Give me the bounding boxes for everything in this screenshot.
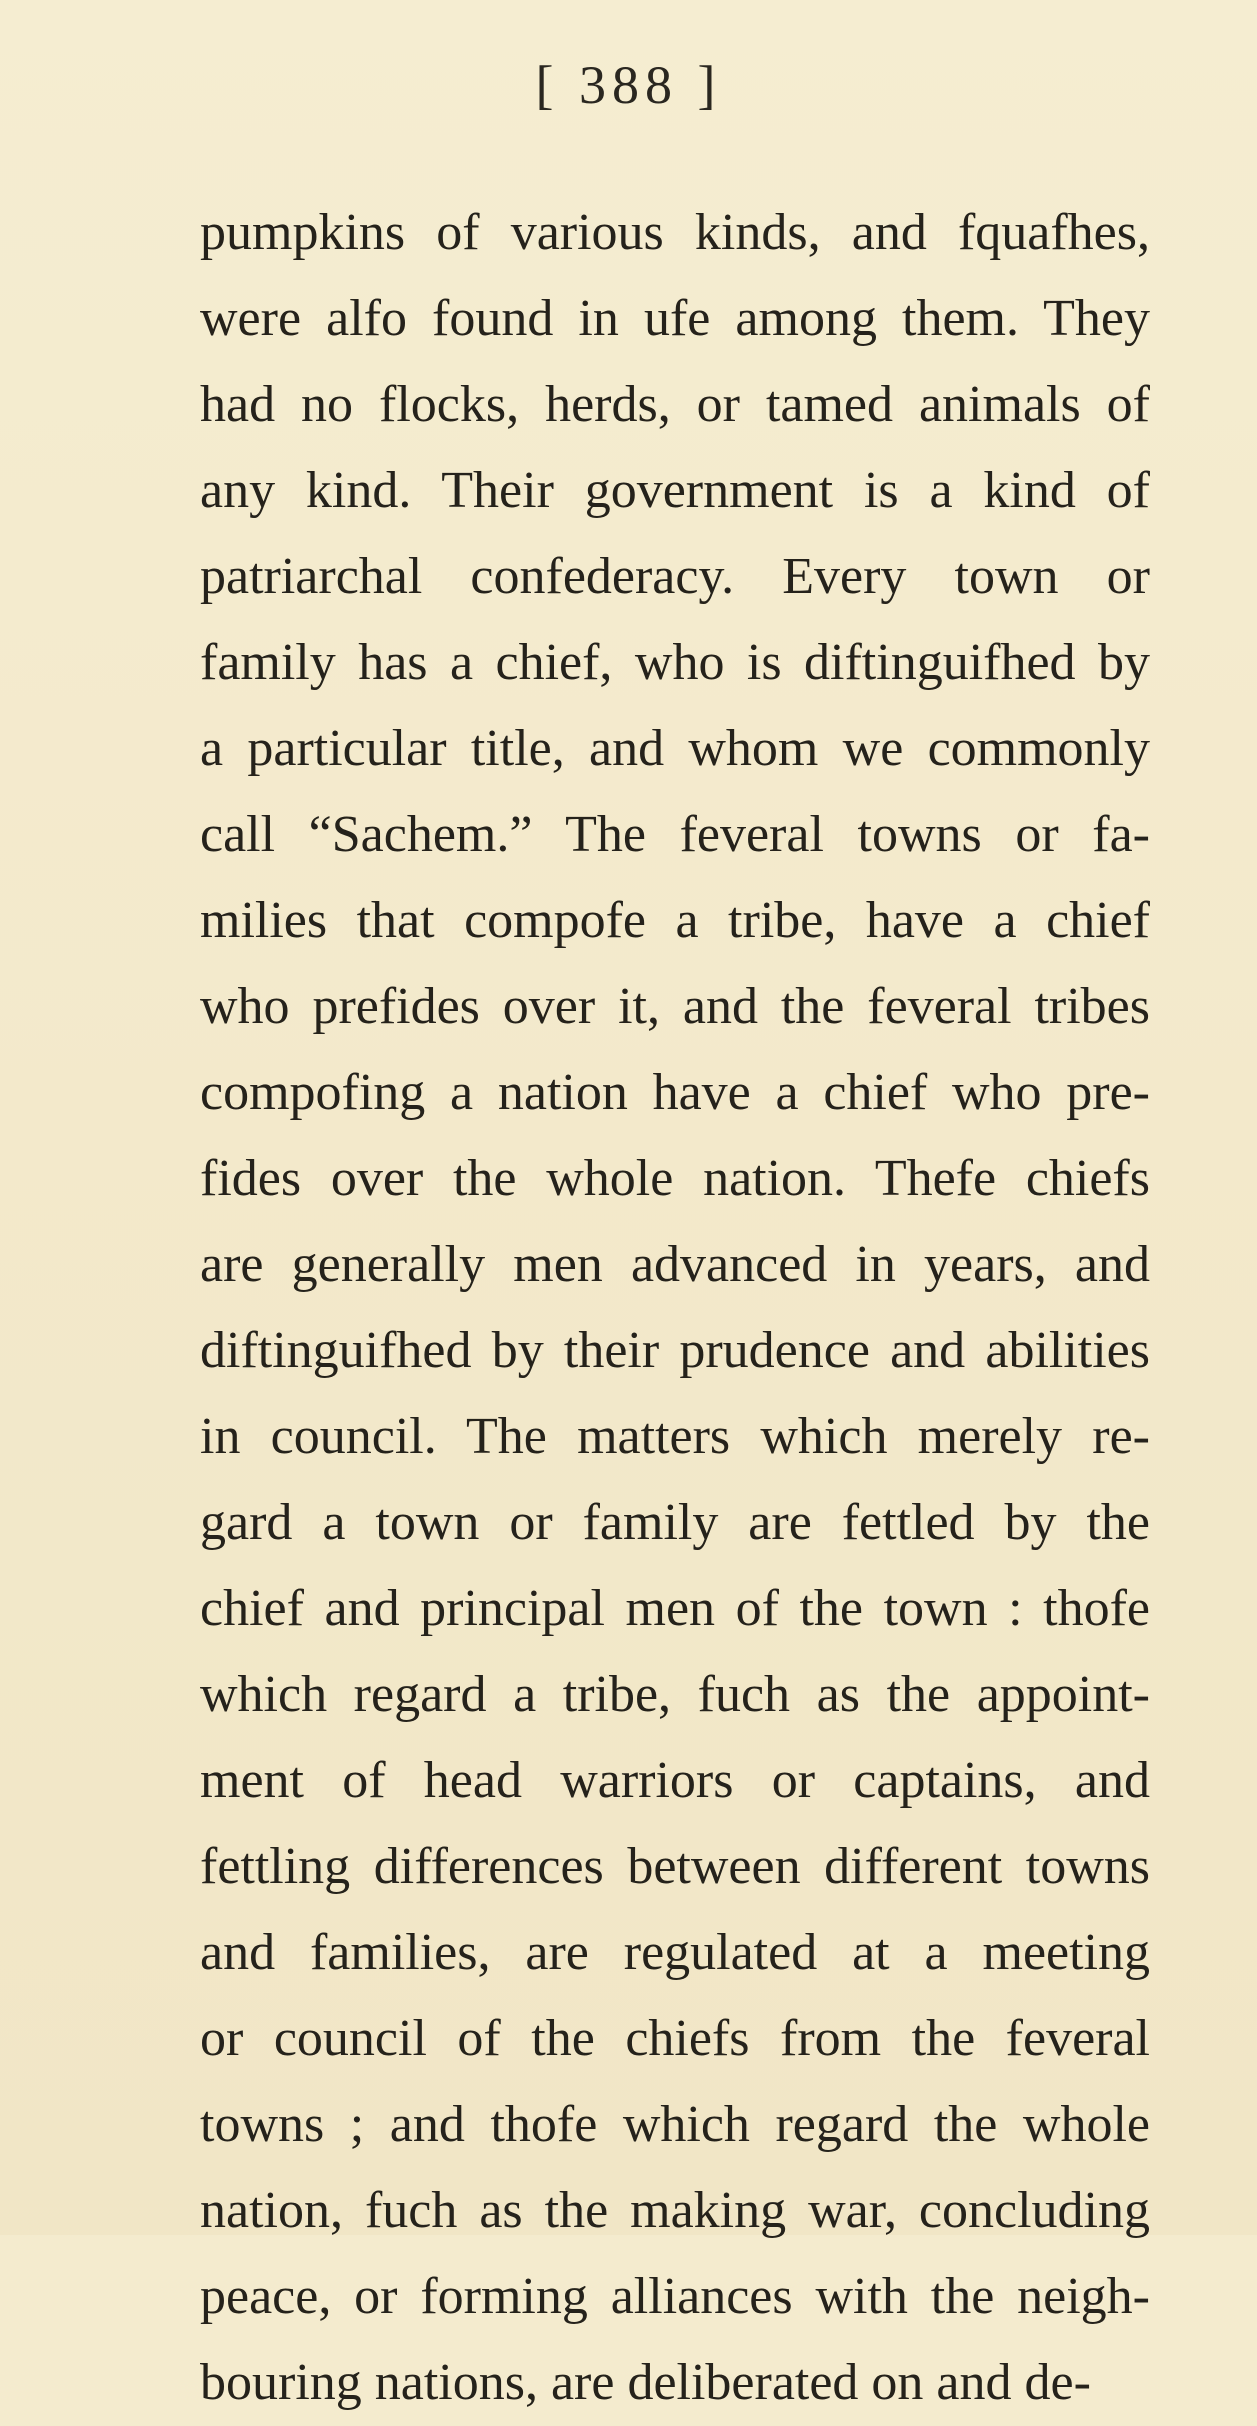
text-line: who prefides over it, and the feveral tribes bbox=[200, 978, 1150, 1035]
text-line: ment of head warriors or captains, and bbox=[200, 1752, 1150, 1809]
text-line: in council. The matters which merely re- bbox=[200, 1408, 1150, 1465]
text-line: pumpkins of various kinds, and fquafhes, bbox=[200, 204, 1150, 261]
text-line: patriarchal confederacy. Every town or bbox=[200, 548, 1150, 605]
text-line: chief and principal men of the town : thofe bbox=[200, 1580, 1150, 1637]
text-line: fettling differences between different towns bbox=[200, 1838, 1150, 1895]
text-line: a particular title, and whom we commonly bbox=[200, 720, 1150, 777]
text-line: compofing a nation have a chief who pre- bbox=[200, 1064, 1150, 1121]
text-line: diftinguifhed by their prudence and abilities bbox=[200, 1322, 1150, 1379]
text-line: gard a town or family are fettled by the bbox=[200, 1494, 1150, 1551]
text-line: are generally men advanced in years, and bbox=[200, 1236, 1150, 1293]
text-line: peace, or forming alliances with the neigh- bbox=[200, 2268, 1150, 2325]
text-line: milies that compofe a tribe, have a chief bbox=[200, 892, 1150, 949]
text-line: family has a chief, who is diftinguifhed by bbox=[200, 634, 1150, 691]
text-line: towns ; and thofe which regard the whole bbox=[200, 2096, 1150, 2153]
body-text bbox=[200, 190, 1150, 2426]
text-line: which regard a tribe, fuch as the appoint- bbox=[200, 1666, 1150, 1723]
text-line: nation, fuch as the making war, concluding bbox=[200, 2182, 1150, 2239]
text-line: any kind. Their government is a kind of bbox=[200, 462, 1150, 519]
text-line: were alfo found in ufe among them. They bbox=[200, 290, 1150, 347]
text-line: fides over the whole nation. Thefe chiefs bbox=[200, 1150, 1150, 1207]
page-number: [ 388 ] bbox=[535, 55, 722, 115]
text-line: bouring nations, are deliberated on and de- bbox=[200, 2354, 1091, 2411]
text-line: or council of the chiefs from the feveral bbox=[200, 2010, 1150, 2067]
text-line: had no flocks, herds, or tamed animals of bbox=[200, 376, 1150, 433]
text-line: and families, are regulated at a meeting bbox=[200, 1924, 1150, 1981]
text-line: call “Sachem.” The feveral towns or fa- bbox=[200, 806, 1150, 863]
